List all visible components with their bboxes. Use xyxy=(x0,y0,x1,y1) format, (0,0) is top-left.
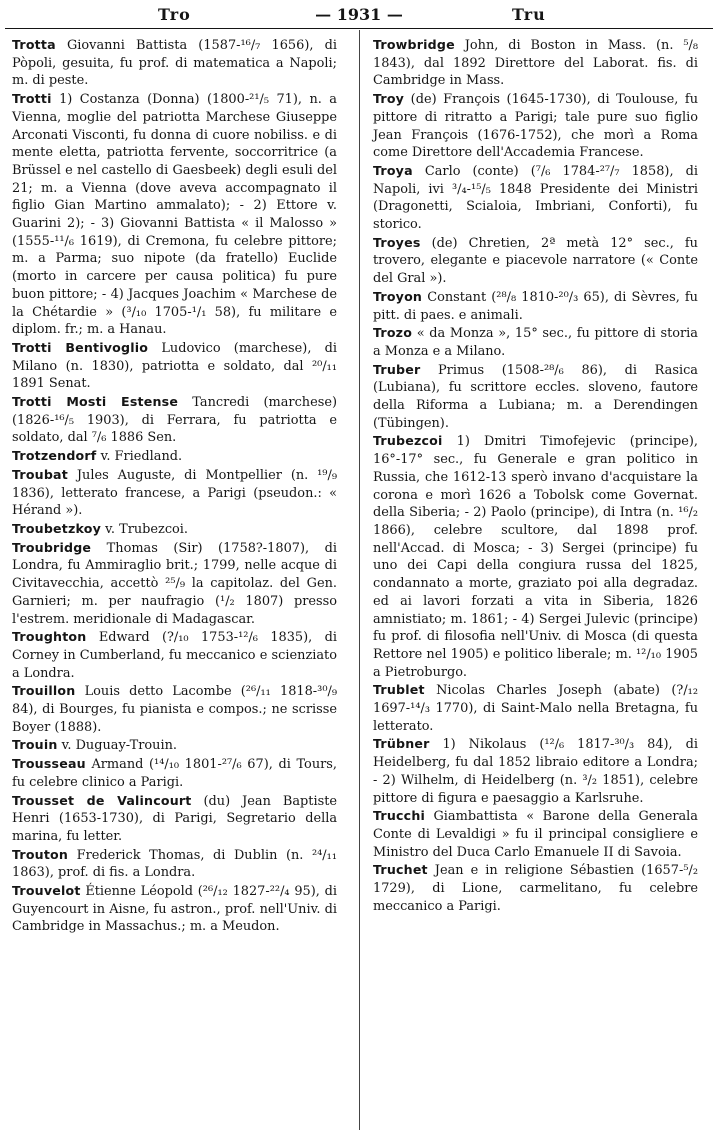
entry-text: Giambattista « Barone della Generala Conte di Levaldigi » fu il principal consigliere e Ministro del Duca Carlo Emanuele II di Savoia. xyxy=(373,809,698,860)
entry-text: Tancredi (marchese) (1826-¹⁶/₅ 1903), di Ferrara, fu patriotta e soldato, dal ⁷/₆ 1886 Sen. xyxy=(12,395,337,446)
entry-headword: Trübner xyxy=(373,736,430,752)
entry xyxy=(12,447,337,466)
entry-headword: Troyon xyxy=(373,288,423,304)
entry-text: Louis detto Lacombe (²⁶/₁₁ 1818-³⁰/₉ 84), di Bourges, fu pianista e compos.; ne scrisse Boyer (1888). xyxy=(12,684,337,735)
entry-text: Étienne Léopold (²⁶/₁₂ 1827-²²/₄ 95), di Guyencourt in Aisne, fu astron., prof. nell'Univ. di Cambridge in Massachus.; m. a Meudon. xyxy=(12,884,337,935)
entry-text: Jean e in religione Sébastien (1657-⁵/₂ 1729), di Lione, carmelitano, fu celebre meccanico a Parigi. xyxy=(373,863,698,914)
entry-text: 1) Nikolaus (¹²/₆ 1817-³⁰/₃ 84), di Heidelberg, fu dal 1852 libraio editore a Londra; - 2) Wilhelm, di Heidelberg (n. ³/₂ 1851), celebre pittore di figura e paesaggio a Karlsruhe. xyxy=(373,737,698,806)
entry-text: (de) François (1645-1730), di Toulouse, fu pittore di ritratto a Parigi; tale pure suo figlio Jean François (1676-1752), che morì a Roma come Direttore dell'Accademia Francese. xyxy=(373,92,698,161)
entry xyxy=(12,628,337,682)
entry xyxy=(12,36,337,90)
entry-text: 1) Dmitri Timofejevic (principe), 16°-17° sec., fu Generale e gran politico in Russia, che 1612-13 sperò invano d'acquistare la corona e morì 1626 a Tobolsk come Governat. della Siberia; - 2) Paolo (principe), di Intra (n. ¹⁶/₂ 1866), celebre scultore, dal 1898 prof. nell'Accad. di Mosca; - 3) Sergei (principe) fu uno dei Capi della congiura russa del 1825, condannato a morte, graziato poi alla degradaz. ed ai lavori forzati a vita in Siberia, 1826 amnistiato; m. 1861; - 4) Sergei Julevic (principe) fu prof. di filosofia nell'Univ. di Mosca (di questa Rettore nel 1905) e politico liberale; m. ¹²/₁₀ 1905 a Pietroburgo. xyxy=(373,434,698,680)
entry xyxy=(12,339,337,393)
entry-text: Frederick Thomas, di Dublin (n. ²⁴/₁₁ 1863), prof. di fis. a Londra. xyxy=(12,847,337,881)
entry xyxy=(373,681,698,735)
entry-headword: Troubridge xyxy=(12,539,92,555)
entry-headword: Troyes xyxy=(373,234,421,250)
entry-text: « da Monza », 15° sec., fu pittore di storia a Monza e a Milano. xyxy=(373,326,698,359)
page-number: — 1931 — xyxy=(315,5,403,24)
entry-text: (du) Jean Baptiste Henri (1653-1730), di Parigi, Segretario della marina, fu letter. xyxy=(12,793,337,844)
right-column xyxy=(373,36,698,915)
entry xyxy=(12,882,337,936)
entry-headword: Troughton xyxy=(12,629,87,645)
entry-text: Primus (1508-²⁸/₆ 86), di Rasica (Lubiana), fu scrittore eccles. sloveno, fautore della Riforma a Lubiana; m. a Derendingen (Tübingen). xyxy=(373,362,698,431)
entry-text: Armand (¹⁴/₁₀ 1801-²⁷/₆ 67), di Tours, fu celebre clinico a Parigi. xyxy=(12,757,337,790)
entry-text: Carlo (conte) (⁷/₆ 1784-²⁷/₇ 1858), di Napoli, ivi ³/₄-¹⁵/₅ 1848 Presidente dei Ministri (Dragonetti, Scialoia, Imbriani, Conforti), fu storico. xyxy=(373,163,698,233)
entry-text: Giovanni Battista (1587-¹⁶/₇ 1656), di Pòpoli, gesuita, fu prof. di matematica a Napoli; m. di peste. xyxy=(12,38,337,89)
header-left-guide-word: Tro xyxy=(158,5,191,24)
entry-headword: Trotta xyxy=(12,37,56,52)
entry-headword: Trouvelot xyxy=(12,883,81,899)
entry-text: Edward (?/₁₀ 1753-¹²/₆ 1835), di Corney in Cumberland, fu meccanico e scienziato a Londra. xyxy=(12,630,337,681)
entry xyxy=(373,90,698,162)
entry-headword: Trotzendorf xyxy=(12,448,97,464)
entry xyxy=(373,234,698,288)
entry-headword: Trowbridge xyxy=(373,37,455,52)
entry-text: (de) Chretien, 2ª metà 12° sec., fu trovero, elegante e piacevole narratore (« Conte del Gral »). xyxy=(373,235,698,287)
entry-headword: Trouillon xyxy=(12,683,76,699)
entry-text: v. Duguay-Trouin. xyxy=(57,738,177,754)
entry-text: Constant (²⁸/₈ 1810-²⁰/₃ 65), di Sèvres, fu pitt. di paes. e animali. xyxy=(373,289,698,323)
entry-text: 1) Costanza (Donna) (1800-²¹/₅ 71), n. a Vienna, moglie del patriotta Marchese Giuseppe Arconati Visconti, fu donna di cuore nobiliss. e di mente eletta, patriotta fervente, soccorritrice (a Brüssel e nel castello di Gaesbeek) degli esuli del 21; m. a Vienna (dove aveva accompagnato il figlio Gian Martino ammalato); - 2) Ettore v. Guarini 2); - 3) Giovanni Battista « il Malosso » (1555-¹¹/₆ 1619), di Cremona, fu celebre pittore; m. a Parma; suo nipote (da fratello) Euclide (morto in carcere per causa politica) fu pure buon pittore; - 4) Jacques Joachim « Marchese de la Chétardie » (³/₁₀ 1705-¹/₁ 58), fu militare e diplom. fr.; m. a Hanau. xyxy=(12,92,337,338)
entry-text: Ludovico (marchese), di Milano (n. 1830), patriotta e soldato, dal ²⁰/₁₁ 1891 Senat. xyxy=(12,340,337,392)
header-rule xyxy=(5,28,713,29)
entry xyxy=(373,162,698,234)
entry xyxy=(12,755,337,791)
entry-headword: Trucchi xyxy=(373,808,425,824)
entry-headword: Truchet xyxy=(373,862,428,878)
entry-headword: Troya xyxy=(373,162,413,178)
entry-headword: Trotti xyxy=(12,91,52,107)
column-divider xyxy=(359,30,360,1130)
entry-text: v. Trubezcoi. xyxy=(101,521,189,537)
entry xyxy=(373,288,698,324)
entry-headword: Trublet xyxy=(373,682,425,698)
entry-headword: Trubezcoi xyxy=(373,433,443,449)
entry xyxy=(12,682,337,736)
entry-text: John, di Boston in Mass. (n. ⁵/₈ 1843), dal 1892 Direttore del Laborat. fis. di Cambridge in Mass. xyxy=(373,38,698,89)
entry xyxy=(12,90,337,339)
entry-headword: Trotti Mosti Estense xyxy=(12,394,179,410)
entry-text: Thomas (Sir) (1758?-1807), di Londra, fu Ammiraglio brit.; 1799, nelle acque di Civitavecchia, accettò ²⁵/₉ la capitolaz. del Gen. Garnieri; m. per naufragio (¹/₂ 1807) presso l'estrem. meridionale di Madagascar. xyxy=(12,540,337,627)
entry-headword: Troubetzkoy xyxy=(12,520,102,536)
entry-headword: Trousseau xyxy=(12,756,86,772)
entry xyxy=(12,466,337,520)
entry-headword: Trotti Bentivoglio xyxy=(12,339,149,355)
entry-text: Jules Auguste, di Montpellier (n. ¹⁹/₉ 1836), letterato francese, a Parigi (pseudon.: « Hérand »). xyxy=(12,467,337,519)
entry-headword: Trozo xyxy=(373,325,413,341)
header-right-guide-word: Tru xyxy=(512,5,546,24)
entry xyxy=(12,393,337,447)
entry-text: Nicolas Charles Joseph (abate) (?/₁₂ 1697-¹⁴/₃ 1770), di Saint-Malo nella Bretagna, fu letterato. xyxy=(373,683,698,734)
entry xyxy=(12,846,337,882)
entry-headword: Troubat xyxy=(12,466,68,482)
entry xyxy=(12,736,337,755)
entry-headword: Trousset de Valincourt xyxy=(12,792,192,808)
entry xyxy=(373,432,698,681)
entry xyxy=(373,735,698,807)
entry xyxy=(373,861,698,915)
entry-headword: Trouin xyxy=(12,737,58,753)
entry xyxy=(12,792,337,846)
entry xyxy=(373,807,698,861)
left-column xyxy=(12,36,337,936)
entry xyxy=(373,361,698,433)
entry-headword: Trouton xyxy=(12,846,69,862)
entry xyxy=(373,36,698,90)
entry-headword: Truber xyxy=(373,361,421,377)
page-header xyxy=(0,0,718,28)
entry-headword: Troy xyxy=(373,91,405,107)
entry xyxy=(12,539,337,629)
entry-text: v. Friedland. xyxy=(96,449,183,465)
entry xyxy=(373,324,698,360)
entry xyxy=(12,520,337,539)
